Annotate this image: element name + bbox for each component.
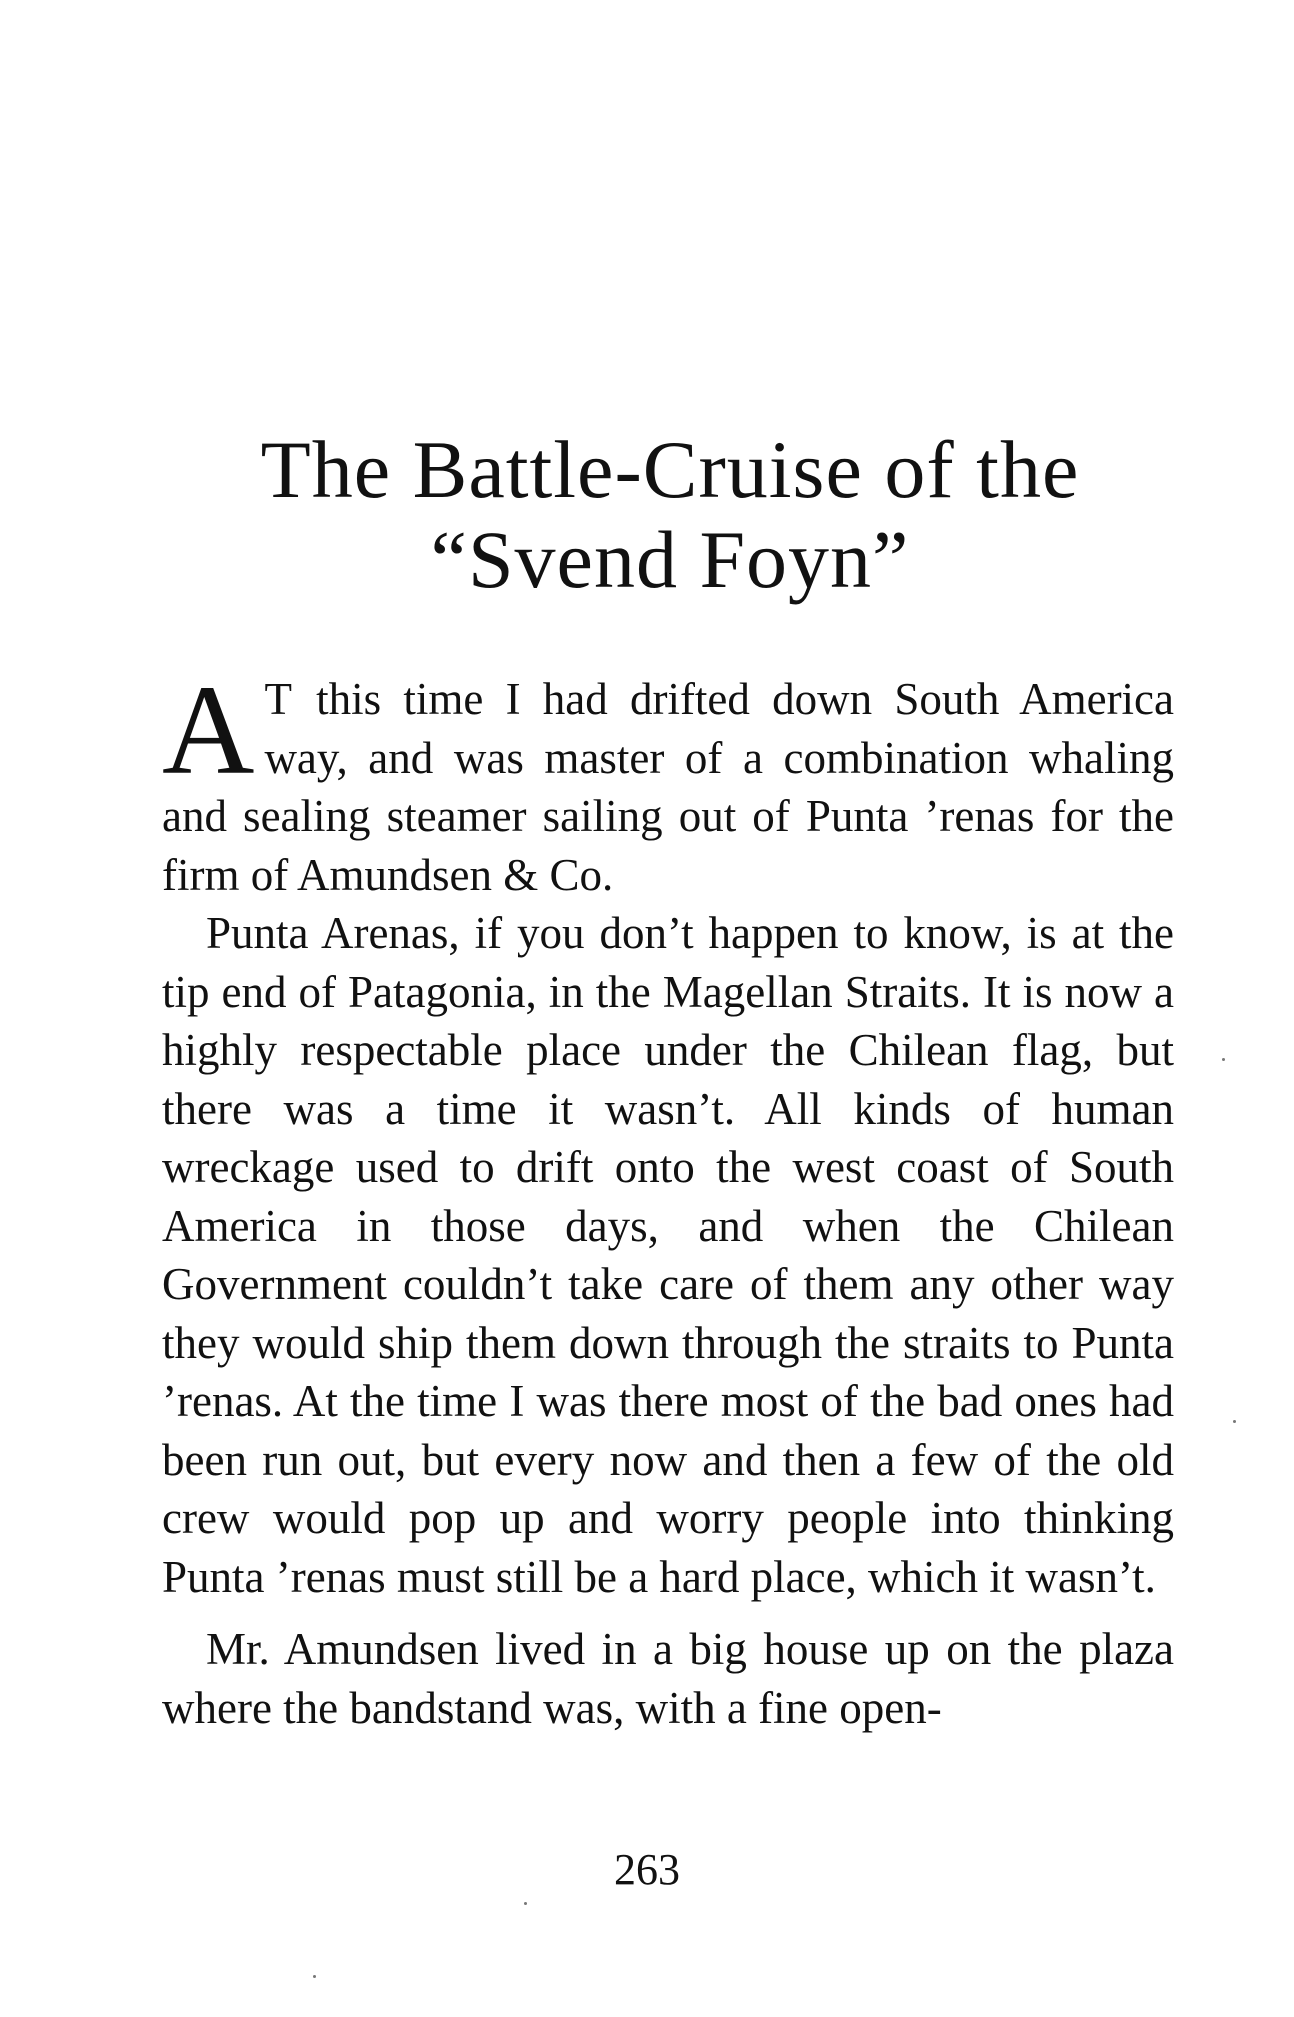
paper-speck [313, 1975, 316, 1978]
paragraph-2: Punta Arenas, if you don’t happen to know, is at the tip end of Patagonia, in the Magellan Straits. It is now a highly respectable place under the Chilean flag, but there was a time it wasn’t. All kinds of human wreckage used to drift onto the west coast of South America in those days, and when the Chilean Government couldn’t take care of them any other way they would ship them down through the straits to Punta ’renas. At the time I was there most of the bad ones had been run out, but every now and then a few of the old crew would pop up and worry people into thinking Punta ’renas must still be a hard place, which it wasn’t. [162, 908, 1174, 1602]
chapter-title [160, 425, 1180, 605]
paper-speck [1233, 1420, 1236, 1423]
lead-in-letter: T [264, 674, 294, 724]
drop-cap: A [162, 659, 255, 801]
paper-speck [1222, 1058, 1225, 1061]
paragraph-1 [162, 659, 1174, 904]
page-number: 263 [614, 1845, 680, 1894]
chapter-title-line-1: The Battle-Cruise of the [260, 424, 1080, 515]
chapter-title-line-2: “Svend Foyn” [430, 514, 910, 605]
paragraph-3: Mr. Amundsen lived in a big house up on the plaza where the bandstand was, with a fine open- [162, 1624, 1174, 1733]
paper-speck [524, 1902, 527, 1905]
paragraph-1-text: this time I had drifted down South America way, and was master of a combination whaling and sealing steamer sailing out of Punta ’renas for the firm of Amundsen & Co. [162, 674, 1174, 900]
chapter-body [162, 659, 1174, 1737]
